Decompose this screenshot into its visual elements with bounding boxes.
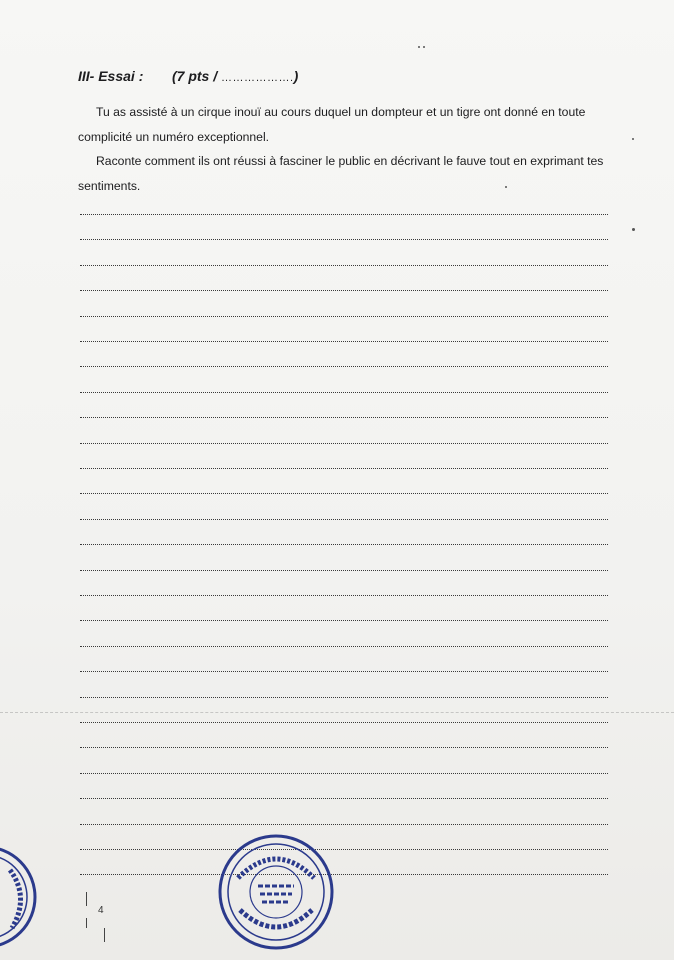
partial-stamp <box>0 842 40 952</box>
points-label: (7 pts / <box>172 68 222 84</box>
answer-line[interactable] <box>80 290 608 291</box>
answer-line[interactable] <box>80 620 608 621</box>
answer-line[interactable] <box>80 392 608 393</box>
answer-line[interactable] <box>80 671 608 672</box>
answer-line[interactable] <box>80 239 608 240</box>
answer-line[interactable] <box>80 316 608 317</box>
page-number: 4 <box>98 905 104 916</box>
paper-speck <box>505 186 507 188</box>
margin-tick <box>86 892 87 906</box>
answer-line[interactable] <box>80 849 608 850</box>
answer-line[interactable] <box>80 747 608 748</box>
answer-line[interactable] <box>80 519 608 520</box>
points-blank[interactable]: ………………. <box>221 72 294 84</box>
paper-speck <box>632 138 634 140</box>
answer-line[interactable] <box>80 874 608 875</box>
answer-line[interactable] <box>80 417 608 418</box>
points-close: ) <box>293 68 299 84</box>
margin-tick <box>104 928 105 942</box>
margin-tick <box>86 918 87 928</box>
answer-line[interactable] <box>80 798 608 799</box>
answer-line[interactable] <box>80 493 608 494</box>
instruction-paragraph-2 <box>78 149 623 199</box>
instruction-paragraph-1 <box>78 100 623 150</box>
paper-speck <box>423 46 425 48</box>
instruction-text-2: Raconte comment ils ont réussi à fasciner le public en décrivant le fauve tout en exprimant tes sentiments. <box>78 154 604 193</box>
points-allocation <box>172 68 298 84</box>
answer-line[interactable] <box>80 595 608 596</box>
answer-line[interactable] <box>80 773 608 774</box>
answer-line[interactable] <box>80 570 608 571</box>
answer-line[interactable] <box>80 697 608 698</box>
answer-line[interactable] <box>80 722 608 723</box>
answer-line[interactable] <box>80 824 608 825</box>
fold-line <box>0 712 674 713</box>
answer-line[interactable] <box>80 544 608 545</box>
answer-line[interactable] <box>80 366 608 367</box>
answer-line[interactable] <box>80 341 608 342</box>
section-title: III- Essai : <box>78 68 144 84</box>
answer-line[interactable] <box>80 214 608 215</box>
paper-speck <box>632 228 635 231</box>
answer-line[interactable] <box>80 443 608 444</box>
paper-speck <box>418 46 420 48</box>
official-stamp <box>216 832 336 952</box>
instruction-text-1: Tu as assisté à un cirque inouï au cours duquel un dompteur et un tigre ont donné en toute complicité un numéro exceptionnel. <box>78 105 586 144</box>
answer-line[interactable] <box>80 646 608 647</box>
answer-line[interactable] <box>80 468 608 469</box>
answer-line[interactable] <box>80 265 608 266</box>
